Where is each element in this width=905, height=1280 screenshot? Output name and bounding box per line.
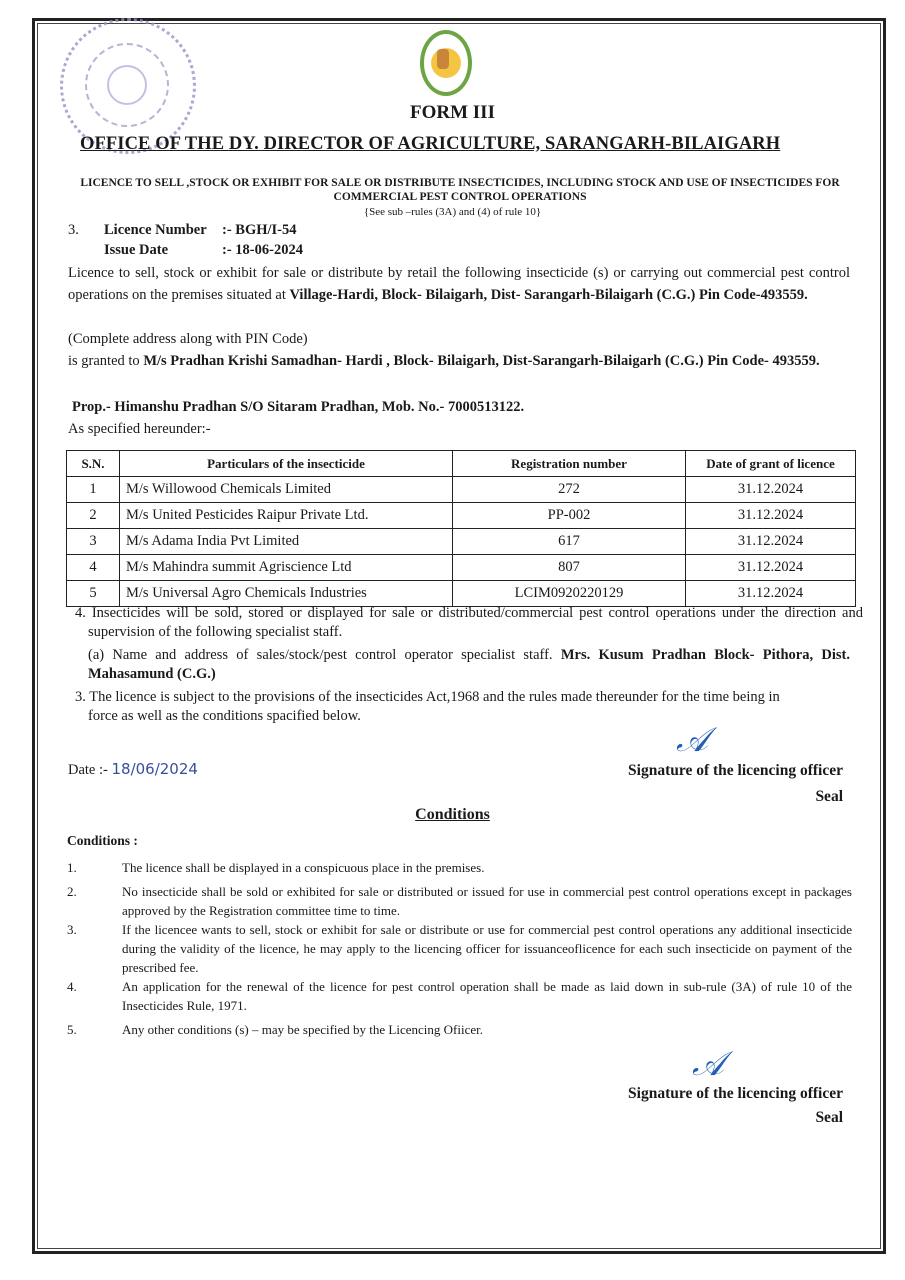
licence-number-label: Licence Number [104,222,207,238]
issue-date-label: Issue Date [104,242,169,258]
proprietor-line: Prop.- Himanshu Pradhan S/O Sitaram Pradhan, Mob. No.- 7000513122. [72,399,525,415]
cell-particulars: M/s United Pesticides Raipur Private Ltd. [120,503,453,529]
cell-registration: 272 [453,477,686,503]
table-row [67,529,856,555]
condition-item [67,882,852,920]
condition-text: Any other conditions (s) – may be specified by the Licencing Ofiicer. [122,1022,484,1037]
point-4: 4. Insecticides will be sold, stored or displayed for sale or distributed/commercial pest control operations under the direction and supervision of the following specialist staff. [75,605,863,640]
condition-text: No insecticide shall be sold or exhibited for sale or distributed or issued for use in commercial pest control operations except in packages approved by the Registration committee time to time. [122,884,852,918]
condition-number: 4. [67,979,77,994]
table-row [67,503,856,529]
condition-text: The licence shall be displayed in a conspicuous place in the premises. [122,860,485,875]
form-title: FORM III [410,102,495,123]
insecticide-table [66,450,856,607]
date-label: Date :- [68,762,112,778]
granted-paragraph: is granted to M/s Pradhan Krishi Samadhan- Hardi , Block- Bilaigarh, Dist-Sarangarh-Bilaigarh (C.G.) Pin Code- 493559. [68,353,820,369]
cell-particulars: M/s Adama India Pvt Limited [120,529,453,555]
state-emblem-icon [420,30,472,96]
condition-item [67,858,852,877]
condition-number: 1. [67,860,77,875]
emblem-center [437,49,449,69]
condition-item [67,977,852,1015]
cell-date-grant: 31.12.2024 [686,529,856,555]
signature-label-1: Signature of the licencing officer [628,762,843,779]
table-row [67,477,856,503]
office-heading: OFFICE OF THE DY. DIRECTOR OF AGRICULTURE, SARANGARH-BILAIGARH [80,134,781,154]
item-number: 3. [68,222,79,238]
specialist-staff: Mrs. Kusum Pradhan Block- Pithora, Dist. Mahasamund (C.G.) [88,647,851,682]
issue-date-value: :- 18-06-2024 [222,242,303,258]
condition-number: 2. [67,884,77,899]
point-3: 3. The licence is subject to the provisions of the insecticides Act,1968 and the rules made thereunder for the time being in force as well as the conditions spacified below. [75,689,780,724]
table-row [67,581,856,607]
conditions-title: Conditions [415,806,490,823]
cell-registration: LCIM0920220129 [453,581,686,607]
condition-text: An application for the renewal of the licence for pest control operation shall be made as laid down in sub-rule (3A) of rule 10 of the Insecticides Rule, 1971. [122,979,852,1013]
cell-particulars: M/s Universal Agro Chemicals Industries [120,581,453,607]
premises-address: Village-Hardi, Block- Bilaigarh, Dist- Sarangarh-Bilaigarh (C.G.) Pin Code-493559. [289,287,808,303]
licence-number-line [68,222,297,239]
cell-particulars: M/s Mahindra summit Agriscience Ltd [120,555,453,581]
cell-sn: 3 [67,529,120,555]
licence-number-value: :- BGH/I-54 [222,222,297,238]
intro-paragraph: Licence to sell, stock or exhibit for sale or distribute by retail the following insecticide (s) or carrying out commercial pest control operations on the premises situated at Village-Hardi, Block- Bilaigarh, Dist- Sarangarh-Bilaigarh (C.G.) Pin Code-493559. [68,265,850,303]
seal-label-1: Seal [815,788,843,805]
seal-core [107,65,147,105]
table-row [67,555,856,581]
licensee-name: M/s Pradhan Krishi Samadhan- Hardi , Block- Bilaigarh, Dist-Sarangarh-Bilaigarh (C.G.) Pin Code- 493559. [143,353,820,369]
col-registration: Registration number [453,451,686,477]
cell-registration: PP-002 [453,503,686,529]
col-particulars: Particulars of the insecticide [120,451,453,477]
date-value: 18/06/2024 [111,760,198,778]
cell-sn: 1 [67,477,120,503]
col-date-grant: Date of grant of licence [686,451,856,477]
condition-text: If the licencee wants to sell, stock or exhibit for sale or distribute or use for commercial pest control operations any additional insecticide during the validity of the licence, he may apply to the licencing officer for issuanceoflicence for each such insecticide on payment of the prescribed fee. [122,922,852,975]
licence-heading: LICENCE TO SELL ,STOCK OR EXHIBIT FOR SALE OR DISTRIBUTE INSECTICIDES, INCLUDING STOCK AND USE OF INSECTICIDES FOR COMMERCIAL PEST CONTROL OPERATIONS [80,177,840,203]
cell-sn: 4 [67,555,120,581]
cell-sn: 5 [67,581,120,607]
table-header-row [67,451,856,477]
date-line [68,760,198,779]
subrules-note: {See sub –rules (3A) and (4) of rule 10} [363,206,542,218]
signature-icon: 𝒜 [676,720,709,760]
address-note: (Complete address along with PIN Code) [68,331,308,347]
cell-registration: 807 [453,555,686,581]
signature-icon: 𝒜 [692,1044,725,1084]
condition-number: 3. [67,922,77,937]
point-4a: (a) Name and address of sales/stock/pest control operator specialist staff. Mrs. Kusum Pradhan Block- Pithora, Dist. Mahasamund (C.G.) [88,647,851,682]
cell-date-grant: 31.12.2024 [686,503,856,529]
condition-item [67,1020,852,1039]
issue-date-line [68,242,303,259]
cell-sn: 2 [67,503,120,529]
cell-particulars: M/s Willowood Chemicals Limited [120,477,453,503]
col-sn: S.N. [67,451,120,477]
cell-date-grant: 31.12.2024 [686,555,856,581]
conditions-label: Conditions : [67,833,138,848]
cell-date-grant: 31.12.2024 [686,477,856,503]
cell-date-grant: 31.12.2024 [686,581,856,607]
signature-label-2: Signature of the licencing officer [628,1085,843,1102]
seal-label-2: Seal [815,1109,843,1126]
specified-line: As specified hereunder:- [68,421,211,437]
condition-number: 5. [67,1022,77,1037]
condition-item [67,920,852,977]
cell-registration: 617 [453,529,686,555]
